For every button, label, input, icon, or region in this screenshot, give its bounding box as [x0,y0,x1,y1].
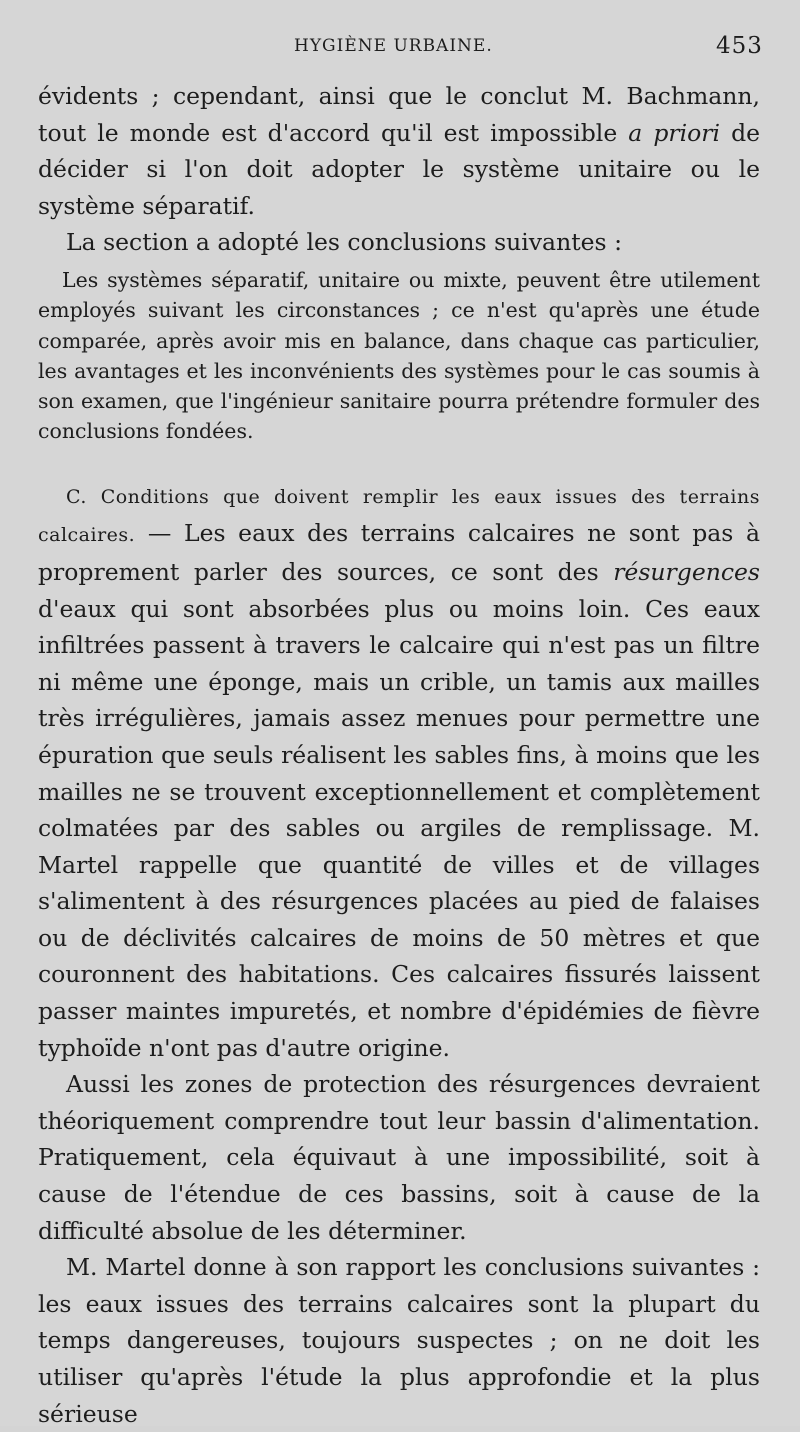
paragraph-intro-italic: a priori [628,118,721,147]
section-c-text-b: d'eaux qui sont absorbées plus ou moins loin. Ces eaux infiltrées passent à travers le calcaire qui n'est pas un filtre ni même une éponge, mais un crible, un tamis aux mailles très irrégulières, jamais assez menues pour permettre une épuration que seuls réalisent les sables fins, à moins que les mailles ne se trouvent exceptionnellement et complètement colmatées par des sables ou argiles de remplissage. M. Martel rappelle que quantité de villes et de villages s'alimentent à des résurgences placées au pied de falaises ou de déclivités calcaires de moins de 50 mètres et que couronnent des habitations. Ces calcaires fissurés laissent passer maintes impuretés, et nombre d'épidémies de fièvre typhoïde n'ont pas d'autre origine. [38,594,760,1062]
paragraph-martel-conclusions: M. Martel donne à son rapport les conclusions suivantes : les eaux issues des terrains calcaires sont la plupart du temps dangereuses, toujours suspectes ; on ne doit les utiliser qu'après l'étude la plus approfondie et la plus sérieuse [38,1253,760,1428]
page-header [0,33,800,66]
running-title: HYGIÈNE URBAINE. [294,36,493,56]
section-c-text-a: — Les eaux des terrains calcaires ne sont pas à proprement parler des sources, ce sont des [38,519,760,586]
paragraph-intro-text-a: évidents ; cependant, ainsi que le conclut M. Bachmann, tout le monde est d'accord qu'il est impossible [38,82,760,147]
paragraph-protection-zones: Aussi les zones de protection des résurgences devraient théoriquement comprendre tout leur bassin d'alimentation. Pratiquement, cela équivaut à une impossibilité, soit à cause de l'étendue de ces bassins, soit à cause de la difficulté absolue de les déterminer. [38,1070,760,1245]
section-c [38,477,760,1067]
section-c-italic: résurgences [613,557,760,586]
section-gap [38,447,760,477]
page-number: 453 [716,33,763,59]
paragraph-section-adopted: La section a adopté les conclusions suivantes : [66,228,623,257]
body-text [38,78,760,1432]
paragraph-intro [38,78,760,224]
section-c-heading: C. Conditions que doivent remplir les eaux issues des terrains calcaires. [38,485,760,547]
quoted-conclusions: Les systèmes séparatif, unitaire ou mixte, peuvent être utilement employés suivant les circonstances ; ce n'est qu'après une étude comparée, après avoir mis en balance, dans chaque cas particulier, les avantages et les inconvénients des systèmes pour le cas soumis à son examen, que l'ingénieur sanitaire pourra prétendre formuler des conclusions fondées. [38,267,760,444]
paragraph-intro-text-b: de décider si l'on doit adopter le système unitaire ou le système séparatif. [38,118,761,220]
